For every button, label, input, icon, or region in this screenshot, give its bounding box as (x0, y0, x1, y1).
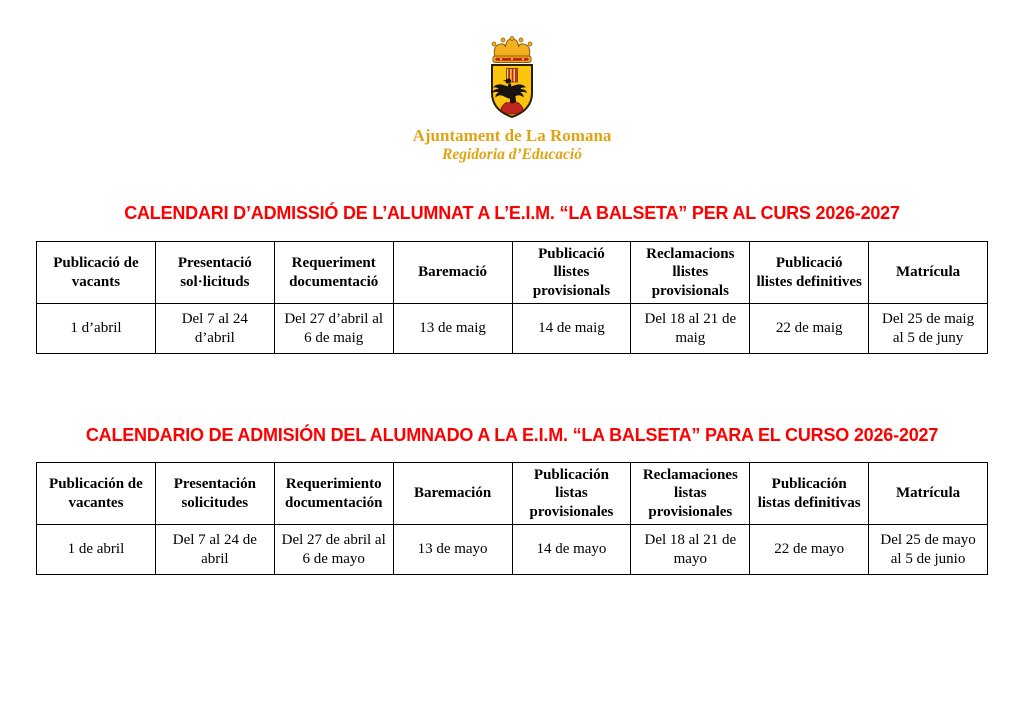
header-matricula-es: Matrícula (869, 463, 988, 525)
header-listas-definitivas: Publicación listas definitivas (750, 463, 869, 525)
header-presentacio-sollicituds: Presentació sol·licituds (155, 242, 274, 304)
dept-name: Regidoria d’Educació (442, 145, 582, 163)
cell-matricula-es: Del 25 de mayo al 5 de junio (869, 525, 988, 575)
header-baremacio: Baremació (393, 242, 512, 304)
cell-baremacion: 13 de mayo (393, 525, 512, 575)
table-header-row (37, 242, 988, 304)
section-title-valencian: CALENDARI D’ADMISSIÓ DE L’ALUMNAT A L’E.I.M. “LA BALSETA” PER AL CURS 2026-2027 (124, 203, 900, 224)
cell-presentacion-solicitudes: Del 7 al 24 de abril (155, 525, 274, 575)
section-title-spanish: CALENDARIO DE ADMISIÓN DEL ALUMNADO A LA E.I.M. “LA BALSETA” PARA EL CURSO 2026-2027 (85, 425, 939, 446)
cell-llistes-definitives: 22 de maig (750, 304, 869, 354)
crown-icon (492, 37, 532, 63)
header-reclamaciones: Reclamaciones listas provisionales (631, 463, 750, 525)
table-data-row (37, 525, 988, 575)
mound-shape (501, 103, 523, 114)
header-matricula: Matrícula (869, 242, 988, 304)
header-listas-provisionales: Publicación listas provisionales (512, 463, 631, 525)
header-publicacio-vacants: Publicació de vacants (37, 242, 156, 304)
coat-of-arms-icon (477, 36, 547, 122)
header-publicacion-vacantes: Publicación de vacantes (37, 463, 156, 525)
admission-table-valencian (36, 241, 988, 354)
document-header (0, 0, 1024, 164)
cell-publicacio-vacants: 1 d’abril (37, 304, 156, 354)
cell-listas-provisionales: 14 de mayo (512, 525, 631, 575)
org-name: Ajuntament de La Romana (412, 126, 612, 145)
table-data-row (37, 304, 988, 354)
header-llistes-provisionals: Publicació llistes provisionals (512, 242, 631, 304)
cell-listas-definitivas: 22 de mayo (750, 525, 869, 575)
header-requeriment-documentacio: Requeriment documentació (274, 242, 393, 304)
header-baremacion: Baremación (393, 463, 512, 525)
cell-requerimiento-documentacion: Del 27 de abril al 6 de mayo (274, 525, 393, 575)
cell-reclamacions: Del 18 al 21 de maig (631, 304, 750, 354)
header-requerimiento-documentacion: Requerimiento documentación (274, 463, 393, 525)
cell-baremacio: 13 de maig (393, 304, 512, 354)
header-presentacion-solicitudes: Presentación solicitudes (155, 463, 274, 525)
header-reclamacions: Reclamacions llistes provisionals (631, 242, 750, 304)
cell-requeriment-documentacio: Del 27 d’abril al 6 de maig (274, 304, 393, 354)
table-header-row (37, 463, 988, 525)
cell-llistes-provisionals: 14 de maig (512, 304, 631, 354)
cell-presentacio-sollicituds: Del 7 al 24 d’abril (155, 304, 274, 354)
cell-reclamaciones: Del 18 al 21 de mayo (631, 525, 750, 575)
header-llistes-definitives: Publicació llistes definitives (750, 242, 869, 304)
cell-publicacion-vacantes: 1 de abril (37, 525, 156, 575)
cell-matricula: Del 25 de maig al 5 de juny (869, 304, 988, 354)
admission-table-spanish (36, 462, 988, 575)
